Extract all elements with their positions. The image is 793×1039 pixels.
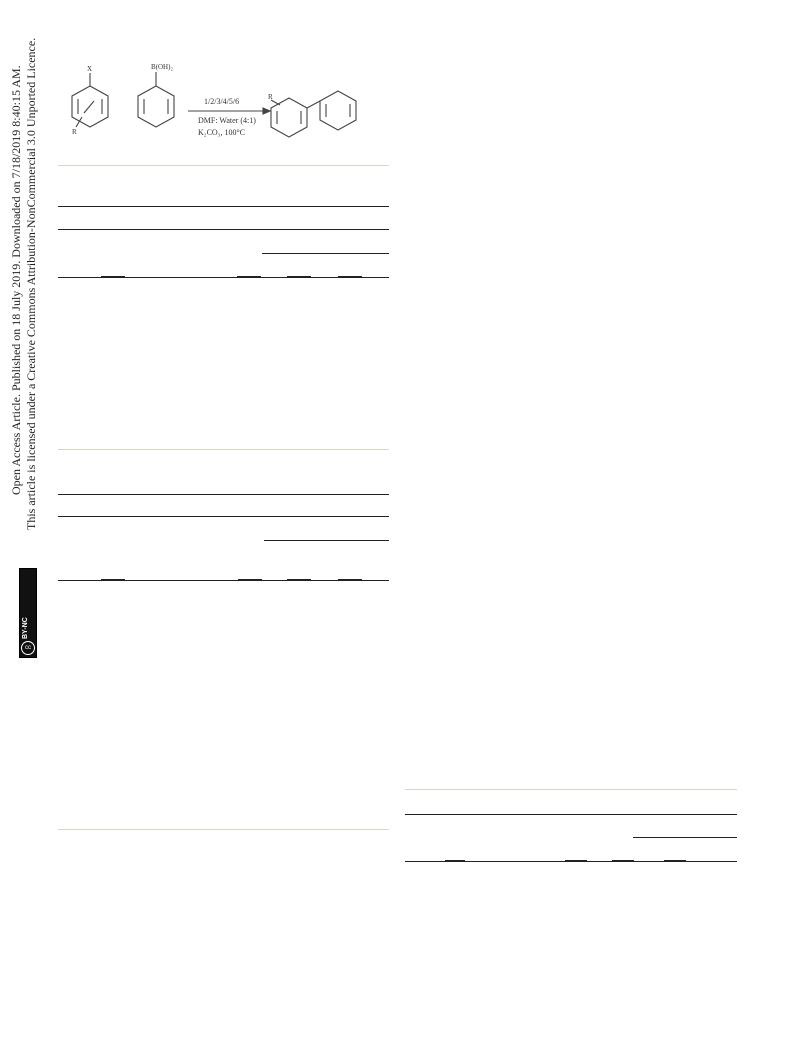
- table-1-top-rule: [58, 165, 389, 166]
- table-2-marker: [101, 579, 125, 581]
- cc-license-badge[interactable]: [19, 568, 37, 658]
- phenylboronic-acid-ring: [138, 86, 174, 127]
- table-3-top-rule: [405, 789, 737, 790]
- table-1-subheader-rule: [58, 229, 389, 230]
- base-temperature-label: K₂CO₃, 100°C: [198, 128, 246, 137]
- table-3-marker: [664, 860, 686, 862]
- table-1-marker: [287, 276, 311, 278]
- table-3-span-rule: [633, 837, 737, 838]
- license-text[interactable]: This article is licensed under a Creative Commons Attribution-NonCommercial 3.0 Unported Licence.: [24, 37, 38, 530]
- table-2-marker: [287, 579, 311, 581]
- cc-license-icon: cc: [21, 641, 35, 655]
- table-3-marker: [612, 860, 634, 862]
- biaryl-bond: [307, 101, 320, 108]
- table-2-subheader-rule: [58, 516, 389, 517]
- product-r-label: R: [268, 93, 273, 101]
- substituent-r-label: R: [72, 128, 77, 136]
- cc-license-label: BY-NC: [22, 617, 29, 639]
- substituent-x-label: X: [87, 65, 93, 73]
- table-3-marker: [445, 860, 465, 862]
- boronic-acid-label: B(OH)₂: [151, 63, 173, 71]
- reaction-scheme-drawing: [58, 55, 388, 160]
- product-ring-right: [320, 91, 356, 130]
- table-2-header-rule: [58, 494, 389, 495]
- catalyst-label: 1/2/3/4/5/6: [204, 97, 240, 106]
- product-ring-left: [271, 98, 307, 137]
- table-3-marker: [565, 860, 587, 862]
- table-1-marker: [101, 276, 125, 278]
- reaction-scheme: [58, 55, 388, 160]
- table-2-bottom-rule: [58, 829, 389, 830]
- solvent-label: DMF: Water (4:1): [198, 116, 256, 125]
- table-1-header-rule: [58, 206, 389, 207]
- table-2-span-rule: [264, 540, 389, 541]
- table-1-span-rule: [262, 253, 389, 254]
- table-2-marker: [238, 579, 262, 581]
- publication-info-text: Open Access Article. Published on 18 July 2019. Downloaded on 7/18/2019 8:40:15 AM.: [9, 65, 23, 495]
- bond-r-ring: [84, 101, 94, 113]
- table-1-marker: [338, 276, 362, 278]
- table-1-marker: [237, 276, 261, 278]
- table-1-bottom-rule: [58, 449, 389, 450]
- table-3-header-rule: [405, 814, 737, 815]
- table-2-marker: [338, 579, 362, 581]
